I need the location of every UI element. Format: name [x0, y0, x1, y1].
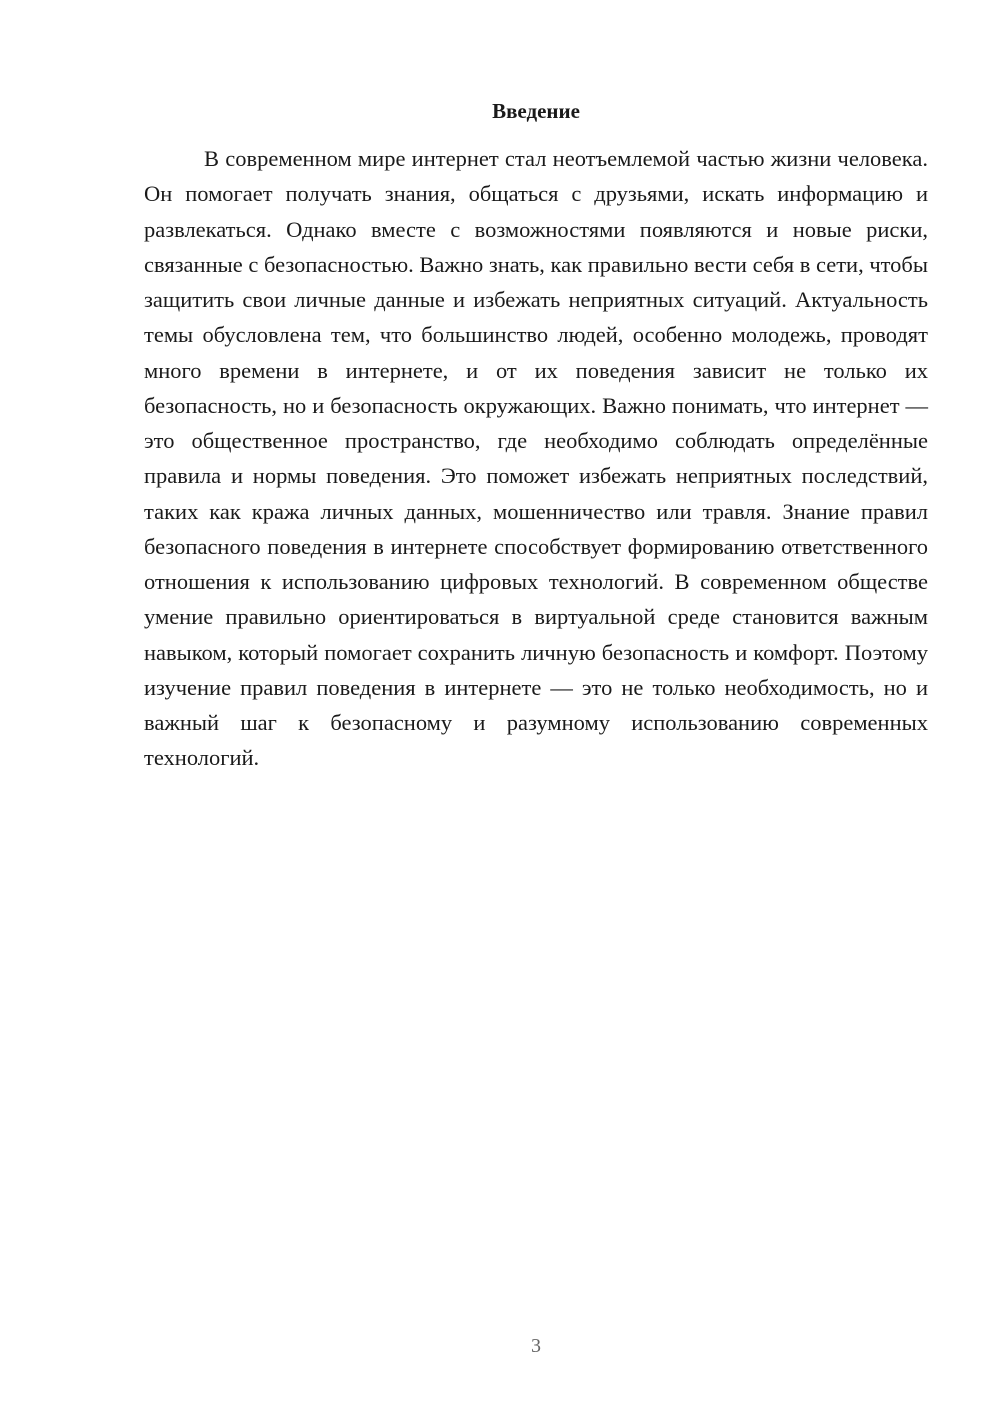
page-number: 3: [531, 1335, 541, 1357]
section-heading: Введение: [492, 99, 580, 123]
introduction-paragraph: В современном мире интернет стал неотъемлемой частью жизни человека. Он помогает получать знания, общаться с друзьями, искать информацию и развлекаться. Однако вместе с возможностями появляются и новые риски, связанные с безопасностью. Важно знать, как правильно вести себя в сети, чтобы защитить свои личные данные и избежать неприятных ситуаций. Актуальность темы обусловлена тем, что большинство людей, особенно молодежь, проводят много времени в интернете, и от их поведения зависит не только их безопасность, но и безопасность окружающих. Важно понимать, что интернет — это общественное пространство, где необходимо соблюдать определённые правила и нормы поведения. Это поможет избежать неприятных последствий, таких как кража личных данных, мошенничество или травля. Знание правил безопасного поведения в интернете способствует формированию ответственного отношения к использованию цифровых технологий. В современном обществе умение правильно ориентироваться в виртуальной среде становится важным навыком, который помогает сохранить личную безопасность и комфорт. Поэтому изучение правил поведения в интернете — это не только необходимость, но и важный шаг к безопасному и разумному использованию современных технологий.: [144, 146, 928, 771]
